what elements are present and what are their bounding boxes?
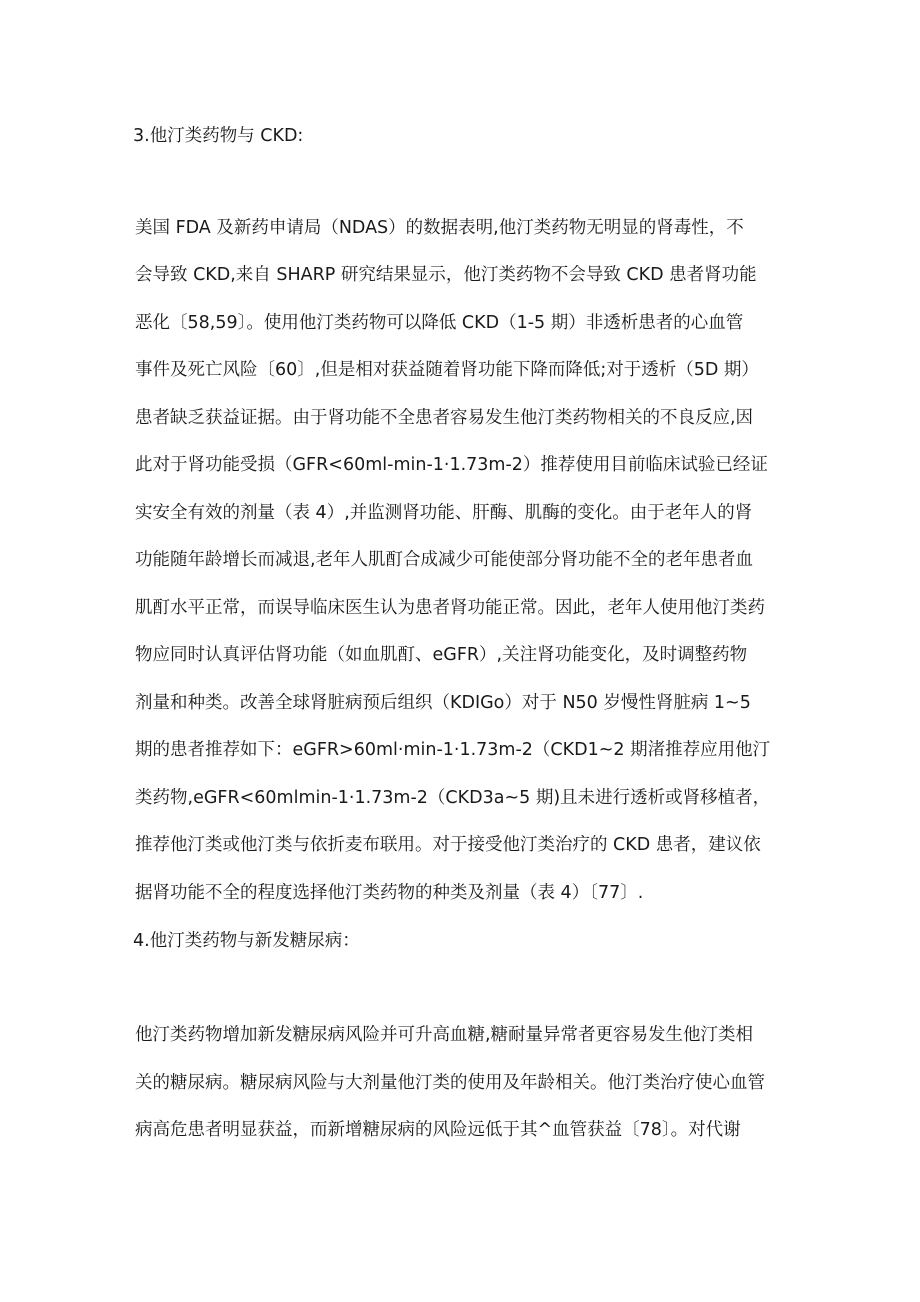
section-3-heading: 3.他汀类药物与 CKD: — [133, 126, 304, 146]
paragraph-line: 患者缺乏获益证据。由于肾功能不全患者容易发生他汀类药物相关的不良反应,因 — [135, 408, 754, 428]
paragraph-line: 实安全有效的剂量（表 4）,并监测肾功能、肝酶、肌酶的变化。由于老年人的肾 — [135, 503, 753, 523]
paragraph-line: 期的患者推荐如下：eGFR>60ml·min-1·1.73m-2（CKD1~2 期渚推荐应用他汀 — [135, 740, 771, 760]
paragraph-line: 肌酊水平正常，而误导临床医生认为患者肾功能正常。因此，老年人使用他汀类药 — [135, 598, 765, 618]
paragraph-line: 他汀类药物增加新发糖尿病风险并可升高血糖,糖耐量异常者更容易发生他汀类相 — [135, 1025, 754, 1045]
paragraph-line: 物应同时认真评估肾功能（如血肌酊、eGFR）,关注肾功能变化，及时调整药物 — [135, 645, 748, 665]
paragraph-line: 推荐他汀类或他汀类与依折麦布联用。对于接受他汀类治疗的 CKD 患者，建议依 — [135, 835, 761, 855]
paragraph-line: 关的糖尿病。糖尿病风险与大剂量他汀类的使用及年龄相关。他汀类治疗使心血管 — [135, 1073, 765, 1093]
paragraph-line: 事件及死亡风险〔60〕,但是相对获益随着肾功能下降而降低;对于透析（5D 期） — [135, 360, 759, 380]
paragraph-line: 功能随年龄增长而减退,老年人肌酊合成减少可能使部分肾功能不全的老年患者血 — [135, 550, 754, 570]
paragraph-line: 美国 FDA 及新药申请局（NDAS）的数据表明,他汀类药物无明显的肾毒性，不 — [135, 218, 744, 238]
paragraph-line: 恶化〔58,59〕。使用他汀类药物可以降低 CKD（1-5 期）非透析患者的心血管 — [135, 313, 744, 333]
section-4-heading: 4.他汀类药物与新发糖尿病： — [133, 931, 360, 951]
paragraph-line: 类药物,eGFR<60mlmin-1·1.73m-2（CKD3a~5 期)且未进行透析或肾移植者， — [135, 788, 771, 808]
paragraph-line: 据肾功能不全的程度选择他汀类药物的种类及剂量（表 4）〔77〕. — [135, 883, 644, 903]
paragraph-line: 此对于肾功能受损（GFR<60ml-min-1·1.73m-2）推荐使用目前临床试验已经证 — [135, 455, 768, 475]
paragraph-line: 病高危患者明显获益，而新增糖尿病的风险远低于其^血管获益〔78〕。对代谢 — [135, 1120, 741, 1140]
paragraph-line: 剂量和种类。改善全球肾脏病预后组织（KDIGo）对于 N50 岁慢性肾脏病 1~5 — [135, 693, 751, 713]
paragraph-line: 会导致 CKD,来自 SHARP 研究结果显示，他汀类药物不会导致 CKD 患者肾功能 — [135, 265, 757, 285]
